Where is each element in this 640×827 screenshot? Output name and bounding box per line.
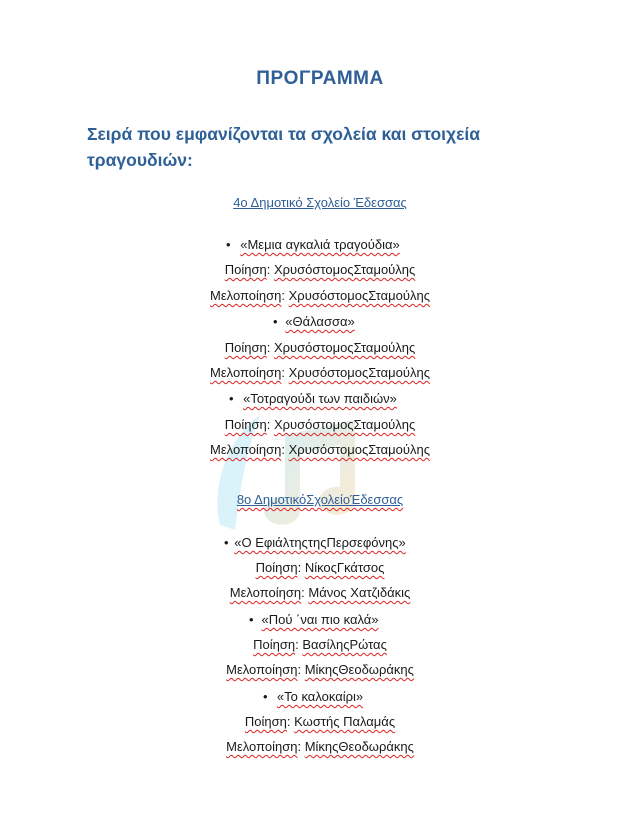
bullet-icon: •: [226, 237, 231, 252]
song-poetry: Ποίηση: ΧρυσόστομοςΣταμούλης: [224, 262, 416, 277]
song-music: Μελοποίηση: ΧρυσόστομοςΣταμούλης: [210, 442, 430, 457]
bullet-icon: •: [263, 689, 268, 704]
school-heading: 4ο Δημοτικό Σχολείο Έδεσσας: [233, 195, 407, 210]
song-poetry: Ποίηση: Κωστής Παλαμάς: [244, 714, 396, 729]
song-music: Μελοποίηση: ΜίκηςΘεοδωράκης: [226, 739, 414, 754]
school-heading: 8ο ΔημοτικόΣχολείοΈδεσσας: [236, 492, 404, 507]
song-poetry: Ποίηση: ΧρυσόστομοςΣταμούλης: [224, 417, 416, 432]
program-subtitle: Σειρά που εμφανίζονται τα σχολεία και στοιχεία τραγουδιών:: [87, 124, 481, 170]
bullet-icon: •: [249, 612, 254, 627]
song-music: Μελοποίηση: ΧρυσόστομοςΣταμούλης: [210, 365, 430, 380]
bullet-icon: •: [229, 391, 234, 406]
song-title: «Μεμια αγκαλιά τραγούδια»: [240, 237, 400, 252]
bullet-icon: •: [224, 535, 229, 550]
song-music: Μελοποίηση: ΜίκηςΘεοδωράκης: [226, 662, 414, 677]
song-poetry: Ποίηση: ΧρυσόστομοςΣταμούλης: [224, 340, 416, 355]
song-title: «Θάλασσα»: [285, 314, 355, 329]
bullet-icon: •: [273, 314, 278, 329]
song-poetry: Ποίηση: ΝίκοςΓκάτσος: [255, 560, 385, 575]
song-title: «Τοτραγούδι των παιδιών»: [243, 391, 397, 406]
song-poetry: Ποίηση: ΒασίληςΡώτας: [253, 637, 387, 652]
song-title: «Πού ΄ναι πιο καλά»: [261, 612, 379, 627]
song-music: Μελοποίηση: ΧρυσόστομοςΣταμούλης: [210, 288, 430, 303]
song-title: «Ο ΕφιάλτηςτηςΠερσεφόνης»: [234, 535, 406, 550]
song-title: «Το καλοκαίρι»: [276, 689, 364, 704]
song-music: Μελοποίηση: Μάνος Χατζιδάκις: [229, 585, 411, 600]
page-title: ΠΡΟΓΡΑΜΜΑ: [256, 68, 384, 89]
